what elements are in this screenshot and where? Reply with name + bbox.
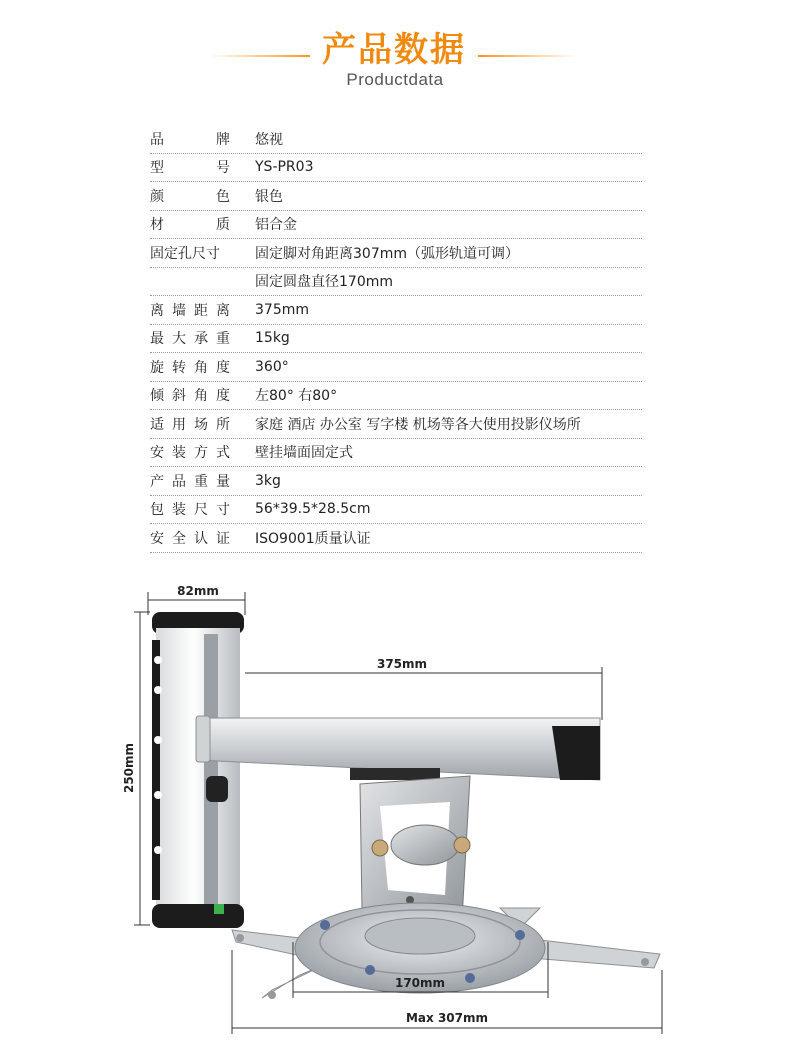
spec-label-char: 包 xyxy=(150,502,164,519)
header-line-right xyxy=(478,55,578,57)
spec-label-char: 颜 xyxy=(150,188,164,205)
spec-label-char: 大 xyxy=(172,331,186,348)
spec-value: 固定圆盘直径170mm xyxy=(255,274,393,291)
spec-label-char: 色 xyxy=(216,188,230,205)
spec-value: 铝合金 xyxy=(255,217,297,234)
spec-label-char: 产 xyxy=(150,473,164,490)
mount-illustration xyxy=(0,570,790,1055)
dim-width xyxy=(148,584,245,615)
spec-label-char: 安 xyxy=(150,445,164,462)
spec-label-char: 品 xyxy=(150,131,164,148)
spec-row xyxy=(150,353,642,382)
spec-label-char: 重 xyxy=(216,331,230,348)
spec-value: 360° xyxy=(255,358,289,375)
spec-value: 固定脚对角距离307mm（弧形轨道可调） xyxy=(255,245,519,262)
dim-arm-label: 375mm xyxy=(376,657,428,671)
spec-row xyxy=(150,239,642,268)
spec-label-char: 距 xyxy=(194,302,208,319)
spec-row xyxy=(150,467,642,496)
spec-label-char: 认 xyxy=(194,530,208,547)
spec-label-char: 场 xyxy=(194,416,208,433)
spec-value: ISO9001质量认证 xyxy=(255,530,371,547)
spec-label-char: 转 xyxy=(172,359,186,376)
spec-label-char: 型 xyxy=(150,160,164,177)
spec-row xyxy=(150,154,642,183)
spec-label xyxy=(150,157,255,177)
spec-table xyxy=(150,125,642,553)
spec-value: 银色 xyxy=(255,188,283,205)
spec-label-char: 角 xyxy=(194,388,208,405)
header xyxy=(0,0,790,100)
product-diagram xyxy=(0,570,790,1055)
dim-height xyxy=(122,612,150,925)
spec-label-char: 牌 xyxy=(216,131,230,148)
spec-row xyxy=(150,296,642,325)
spec-row xyxy=(150,211,642,240)
spec-value: 壁挂墙面固定式 xyxy=(255,445,353,462)
spec-label-char: 固定孔尺寸 xyxy=(150,245,220,262)
spec-value: 家庭 酒店 办公室 写字楼 机场等各大使用投影仪场所 xyxy=(255,416,581,433)
horizontal-arm xyxy=(196,716,600,780)
spec-label xyxy=(150,243,255,263)
spec-label-char: 离 xyxy=(216,302,230,319)
spec-value: 悠视 xyxy=(255,131,283,148)
spec-label-char: 用 xyxy=(172,416,186,433)
spec-label xyxy=(150,385,255,405)
spec-value: 375mm xyxy=(255,301,309,318)
dim-disc-label: 170mm xyxy=(394,976,446,990)
spec-label-char: 号 xyxy=(216,160,230,177)
spec-row xyxy=(150,439,642,468)
spec-label xyxy=(150,528,255,548)
dim-width-label: 82mm xyxy=(177,584,219,598)
spec-label xyxy=(150,471,255,491)
spec-value: 15kg xyxy=(255,330,290,347)
spec-row xyxy=(150,125,642,154)
spec-label-char: 全 xyxy=(172,530,186,547)
dim-max-label: Max 307mm xyxy=(405,1011,489,1025)
spec-label-char: 墙 xyxy=(172,302,186,319)
spec-label-char: 重 xyxy=(194,473,208,490)
spec-label xyxy=(150,300,255,320)
page-title: 产品数据 xyxy=(322,30,466,70)
spec-label-char: 装 xyxy=(172,502,186,519)
spec-row xyxy=(150,325,642,354)
spec-value: 3kg xyxy=(255,472,281,489)
spec-label-char: 式 xyxy=(216,445,230,462)
spec-label xyxy=(150,129,255,149)
spec-label-char: 适 xyxy=(150,416,164,433)
spec-label-char: 度 xyxy=(216,388,230,405)
spec-label-char: 质 xyxy=(216,217,230,234)
spec-label xyxy=(150,499,255,519)
spec-label-char: 尺 xyxy=(194,502,208,519)
header-line-left xyxy=(210,55,310,57)
spec-label-char: 旋 xyxy=(150,359,164,376)
spec-label-char: 斜 xyxy=(172,388,186,405)
spec-label-char: 最 xyxy=(150,331,164,348)
spec-label xyxy=(150,214,255,234)
spec-label-char: 品 xyxy=(172,473,186,490)
dim-height-label: 250mm xyxy=(122,742,136,794)
tilt-bracket xyxy=(360,776,470,920)
spec-label-char: 材 xyxy=(150,217,164,234)
spec-label-char: 离 xyxy=(150,302,164,319)
spec-label-char: 装 xyxy=(172,445,186,462)
spec-label xyxy=(150,357,255,377)
wall-column xyxy=(152,612,244,928)
base-plate xyxy=(232,903,660,999)
spec-value: 56*39.5*28.5cm xyxy=(255,501,371,518)
spec-label-char: 证 xyxy=(216,530,230,547)
spec-label xyxy=(150,186,255,206)
spec-row xyxy=(150,524,642,553)
spec-row xyxy=(150,382,642,411)
spec-label xyxy=(150,414,255,434)
spec-row xyxy=(150,496,642,525)
spec-label-char: 寸 xyxy=(216,502,230,519)
spec-row xyxy=(150,182,642,211)
spec-row xyxy=(150,410,642,439)
spec-label-char: 倾 xyxy=(150,388,164,405)
spec-label-char: 安 xyxy=(150,530,164,547)
spec-row xyxy=(150,268,642,297)
spec-label-char: 量 xyxy=(216,473,230,490)
spec-label xyxy=(150,328,255,348)
dim-arm xyxy=(245,657,602,720)
spec-value: YS-PR03 xyxy=(255,159,314,176)
spec-label-char: 承 xyxy=(194,331,208,348)
spec-label-char: 角 xyxy=(194,359,208,376)
page-subtitle: Productdata xyxy=(346,70,444,89)
spec-label-char: 度 xyxy=(216,359,230,376)
spec-label-char: 所 xyxy=(216,416,230,433)
spec-value: 左80° 右80° xyxy=(255,388,338,405)
spec-label xyxy=(150,442,255,462)
spec-label-char: 方 xyxy=(194,445,208,462)
